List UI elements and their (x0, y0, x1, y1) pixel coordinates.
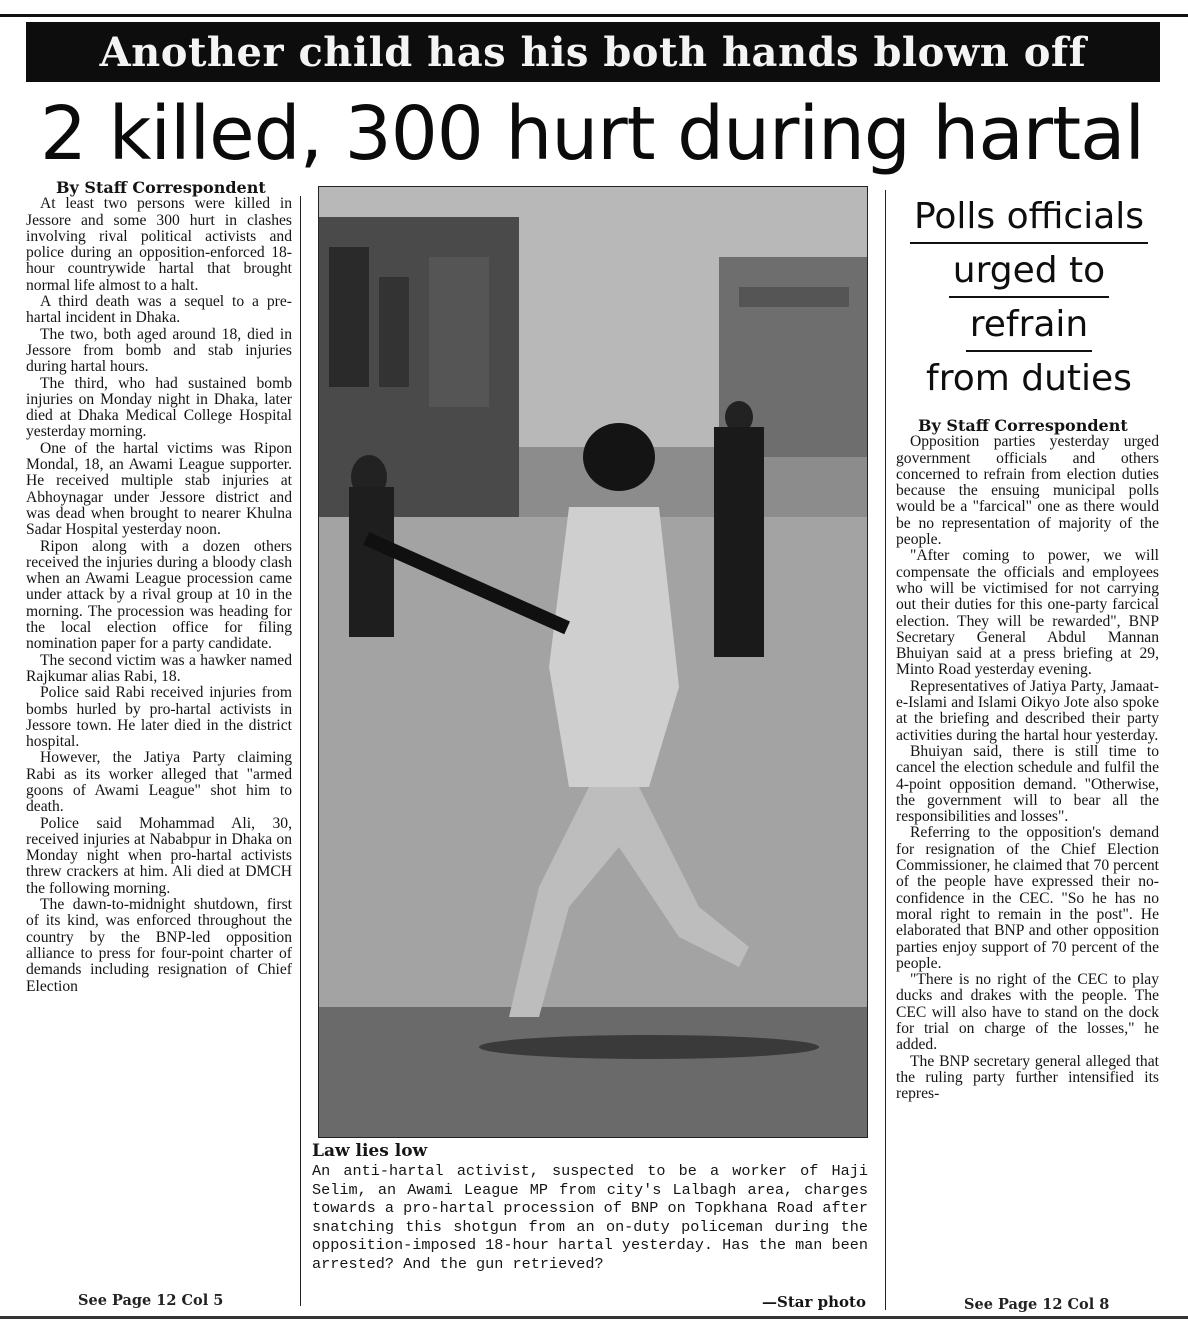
story-paragraph: A third death was a sequel to a pre-hartal incident in Dhaka. (26, 293, 292, 327)
story-paragraph: Referring to the opposition's demand for resignation of the Chief Election Commissioner, he claimed that 70 percent of the people have expressed their no-confidence in the CEC. "So he has no moral right to remain in the post". He elaborated that BNP and other opposition parties enjoy support of 70 percent of the people. (896, 824, 1159, 972)
top-rule (0, 0, 1188, 17)
story-paragraph: The dawn-to-midnight shutdown, first of its kind, was enforced throughout the country by the BNP-led opposition alliance to press for four-point charter of demands including resignation of Chief Election (26, 896, 292, 995)
caption-title: Law lies low (312, 1141, 428, 1161)
main-byline: By Staff Correspondent (56, 180, 266, 197)
story-paragraph: One of the hartal victims was Ripon Mondal, 18, an Awami League supporter. He received multiple stab injuries at Abhoynagar under Jessore district and was dead when brought to nearer Khulna Sadar Hospital yesterday noon. (26, 439, 292, 539)
story-paragraph: However, the Jatiya Party claiming Rabi as its worker alleged that "armed goons of Awami League" shot him to death. (26, 749, 292, 816)
story-paragraph: Representatives of Jatiya Party, Jamaat-e-Islami and Islami Oikyo Jote also spoke at the briefing and described their party activities during the hartal hour yesterday. (896, 677, 1159, 744)
side-byline: By Staff Correspondent (918, 418, 1128, 435)
story-paragraph: Opposition parties yesterday urged government officials and others concerned to refrain from election duties because the ensuing municipal polls would be a "farcical" one as there would be no representation of majority of the people. (896, 433, 1159, 549)
story-paragraph: The BNP secretary general alleged that the ruling party further intensified its repres- (896, 1052, 1159, 1103)
caption-body: An anti-hartal activist, suspected to be a worker of Haji Selim, an Awami League MP from city's Lalbagh area, charges towards a pro-hartal procession of BNP on Topkhana Road after snatching this shotgun from an on-duty policeman during the opposition-imposed 18-hour hartal yesterday. Has the man been arrested? And the gun retrieved? (312, 1162, 868, 1273)
side-headline-line: from duties (926, 358, 1132, 399)
story-paragraph: The second victim was a hawker named Rajkumar alias Rabi, 18. (26, 651, 292, 685)
story-paragraph: Police said Rabi received injuries from bombs hurled by pro-hartal activists in Jessore town. He later died in the district hospital. (26, 684, 292, 751)
photo-illustration (319, 187, 867, 1137)
news-photo (318, 186, 868, 1138)
story-paragraph: Ripon along with a dozen others received the injuries during a bloody clash when an Awami League procession came under attack by a rival group at 10 in the morning. The procession was heading for the local election office for filing nomination paper for a party candidate. (26, 537, 292, 653)
photo-credit: —Star photo (762, 1293, 866, 1311)
bottom-rule (0, 1316, 1188, 1319)
story-paragraph: "There is no right of the CEC to play ducks and drakes with the people. The CEC will also have to stand on the dock for trial on charge of the losses," he added. (896, 971, 1159, 1054)
main-story-column (26, 180, 292, 1280)
side-headline-line: refrain (898, 298, 1160, 352)
story-paragraph: "After coming to power, we will compensate the officials and employees who will be victimised for not carrying out their duties for this one-party farcical election. They will be rewarded", BNP Secretary General Abdul Mannan Bhuiyan said at a press briefing at 29, Minto Road yesterday evening. (896, 547, 1159, 679)
photo-caption (312, 1140, 868, 1311)
main-jump-line[interactable]: See Page 12 Col 5 (78, 1292, 224, 1309)
side-jump-line[interactable]: See Page 12 Col 8 (964, 1296, 1110, 1313)
story-paragraph: Police said Mohammad Ali, 30, received injuries at Nababpur in Dhaka on Monday night when pro-hartal activists threw crackers at him. Ali died at DMCH the following morning. (26, 814, 292, 897)
side-headline (898, 190, 1160, 406)
column-rule (300, 196, 301, 1306)
story-paragraph: At least two persons were killed in Jessore and some 300 hurt in clashes involving rival political activists and police during an opposition-enforced 18-hour countrywide hartal that brought normal life almost to a halt. (26, 195, 292, 294)
side-story-column (896, 418, 1159, 1294)
side-headline-line: urged to (898, 244, 1160, 298)
story-paragraph: The two, both aged around 18, died in Jessore from bomb and stab injuries during hartal hours. (26, 325, 292, 376)
story-paragraph: The third, who had sustained bomb injuries on Monday night in Dhaka, later died at Dhaka Medical College Hospital yesterday morning. (26, 374, 292, 441)
story-paragraph: Bhuiyan said, there is still time to cancel the election schedule and fulfil the 4-point opposition demand. "Otherwise, the government will to bear all the responsibilities and losses". (896, 742, 1159, 826)
kicker-banner: Another child has his both hands blown off (26, 22, 1160, 82)
main-headline: 2 killed, 300 hurt during hartal (39, 91, 1145, 177)
column-rule (885, 190, 886, 1310)
side-headline-line: Polls officials (898, 190, 1160, 244)
